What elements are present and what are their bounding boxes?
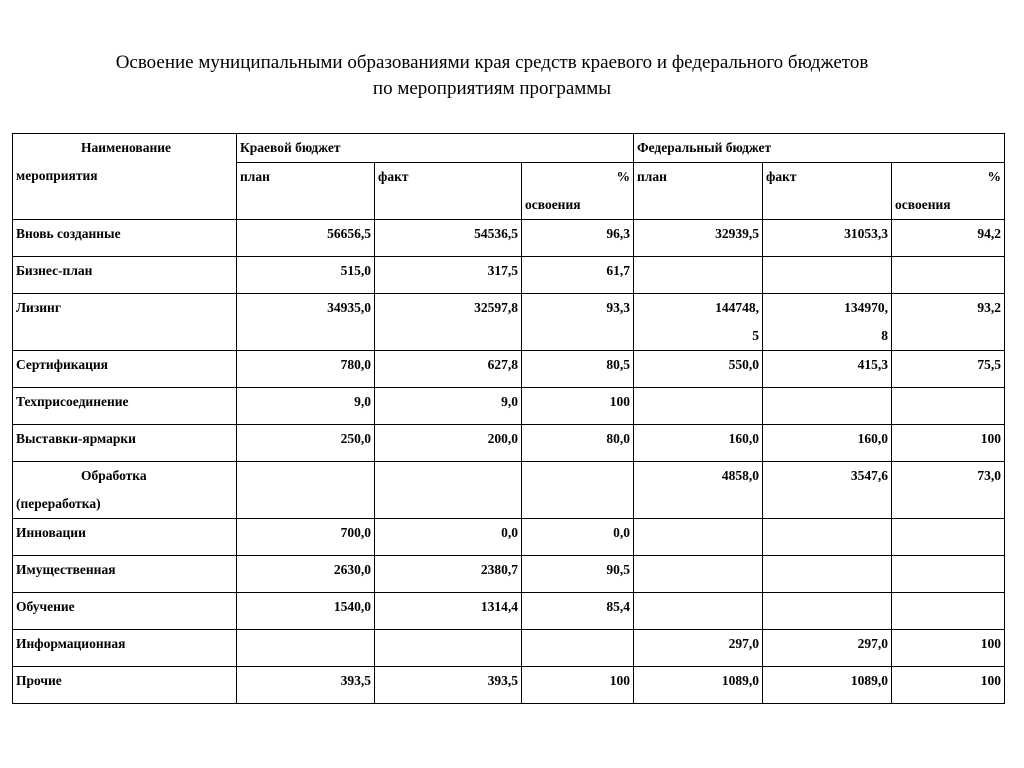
- regional-percent-value: 96,3: [522, 220, 634, 257]
- table-row: [13, 425, 1005, 462]
- federal-plan-value: [634, 556, 763, 593]
- header-name-line-1: Наименование: [81, 140, 171, 155]
- federal-percent-value: 100: [892, 425, 1005, 462]
- federal-plan-value-part-2: 5: [752, 328, 760, 343]
- regional-percent-value: 80,5: [522, 351, 634, 388]
- federal-percent-value: [892, 388, 1005, 425]
- federal-fact-value-part-2: 8: [881, 328, 889, 343]
- header-name-cell: [13, 134, 237, 220]
- regional-fact-value: 627,8: [375, 351, 522, 388]
- title-line-2: по мероприятиям программы: [372, 78, 612, 99]
- federal-percent-value: 100: [892, 630, 1005, 667]
- federal-percent-value: 93,2: [892, 294, 1005, 351]
- header-regional-percent-sign: %: [616, 169, 631, 184]
- table-row: [13, 519, 1005, 556]
- federal-plan-value: 550,0: [634, 351, 763, 388]
- row-name-line-1: Обработка: [81, 468, 147, 483]
- header-federal-percent: [892, 163, 1005, 220]
- regional-fact-value: 393,5: [375, 667, 522, 704]
- federal-plan-value: 32939,5: [634, 220, 763, 257]
- regional-fact-value: 54536,5: [375, 220, 522, 257]
- federal-percent-value: 73,0: [892, 462, 1005, 519]
- federal-fact-value: [763, 556, 892, 593]
- federal-percent-value: [892, 519, 1005, 556]
- regional-plan-value: 9,0: [237, 388, 375, 425]
- title-line-1: Освоение муниципальными образованиями края средств краевого и федерального бюджетов: [115, 52, 869, 73]
- table-row: [13, 220, 1005, 257]
- row-name-line-2: (переработка): [16, 496, 101, 511]
- table-row: [13, 294, 1005, 351]
- header-federal-budget: Федеральный бюджет: [634, 134, 1005, 163]
- regional-plan-value: 780,0: [237, 351, 375, 388]
- federal-percent-value: 75,5: [892, 351, 1005, 388]
- header-regional-percent: [522, 163, 634, 220]
- regional-fact-value: 9,0: [375, 388, 522, 425]
- regional-fact-value: 32597,8: [375, 294, 522, 351]
- federal-fact-value: 1089,0: [763, 667, 892, 704]
- federal-fact-value: 160,0: [763, 425, 892, 462]
- regional-fact-value: [375, 630, 522, 667]
- federal-plan-value: [634, 519, 763, 556]
- header-regional-plan: план: [237, 163, 375, 220]
- regional-fact-value: 2380,7: [375, 556, 522, 593]
- row-name: Вновь созданные: [13, 220, 237, 257]
- regional-plan-value: 34935,0: [237, 294, 375, 351]
- row-name: Сертификация: [13, 351, 237, 388]
- header-row-1: [13, 134, 1005, 163]
- regional-plan-value: [237, 630, 375, 667]
- regional-percent-value: 90,5: [522, 556, 634, 593]
- federal-fact-value: [763, 388, 892, 425]
- regional-percent-value: [522, 462, 634, 519]
- regional-plan-value: [237, 462, 375, 519]
- header-regional-budget: Краевой бюджет: [237, 134, 634, 163]
- federal-plan-value: [634, 388, 763, 425]
- federal-plan-value: 160,0: [634, 425, 763, 462]
- header-regional-percent-word: освоения: [525, 197, 581, 212]
- federal-fact-value: 415,3: [763, 351, 892, 388]
- header-name-line-2: мероприятия: [16, 168, 98, 183]
- regional-percent-value: 0,0: [522, 519, 634, 556]
- row-name: Информационная: [13, 630, 237, 667]
- row-name: Бизнес-план: [13, 257, 237, 294]
- row-name: Лизинг: [13, 294, 237, 351]
- regional-plan-value: 1540,0: [237, 593, 375, 630]
- table-row: [13, 462, 1005, 519]
- federal-percent-value: 94,2: [892, 220, 1005, 257]
- federal-fact-value-part-1: 134970,: [844, 300, 889, 315]
- regional-fact-value: 0,0: [375, 519, 522, 556]
- federal-percent-value: [892, 556, 1005, 593]
- row-name: Техприсоединение: [13, 388, 237, 425]
- regional-plan-value: 393,5: [237, 667, 375, 704]
- header-federal-percent-sign: %: [987, 169, 1002, 184]
- row-name: Инновации: [13, 519, 237, 556]
- table-row: [13, 257, 1005, 294]
- regional-fact-value: 317,5: [375, 257, 522, 294]
- row-name: Прочие: [13, 667, 237, 704]
- regional-plan-value: 515,0: [237, 257, 375, 294]
- federal-plan-value: [634, 593, 763, 630]
- federal-percent-value: [892, 593, 1005, 630]
- table-row: [13, 556, 1005, 593]
- regional-fact-value: [375, 462, 522, 519]
- row-name: Выставки-ярмарки: [13, 425, 237, 462]
- federal-fact-value: 31053,3: [763, 220, 892, 257]
- regional-plan-value: 56656,5: [237, 220, 375, 257]
- federal-plan-value: [634, 257, 763, 294]
- row-name: Имущественная: [13, 556, 237, 593]
- regional-percent-value: 80,0: [522, 425, 634, 462]
- federal-plan-value-part-1: 144748,: [715, 300, 760, 315]
- federal-fact-value: [763, 294, 892, 351]
- regional-plan-value: 2630,0: [237, 556, 375, 593]
- federal-fact-value: 3547,6: [763, 462, 892, 519]
- regional-plan-value: 700,0: [237, 519, 375, 556]
- federal-plan-value: [634, 294, 763, 351]
- header-regional-fact: факт: [375, 163, 522, 220]
- regional-percent-value: 100: [522, 667, 634, 704]
- federal-plan-value: 4858,0: [634, 462, 763, 519]
- document-title: [0, 50, 984, 102]
- federal-fact-value: [763, 593, 892, 630]
- federal-percent-value: [892, 257, 1005, 294]
- table-row: [13, 630, 1005, 667]
- federal-fact-value: [763, 257, 892, 294]
- row-name: [13, 462, 237, 519]
- row-name: Обучение: [13, 593, 237, 630]
- federal-fact-value: 297,0: [763, 630, 892, 667]
- table-row: [13, 351, 1005, 388]
- federal-plan-value: 297,0: [634, 630, 763, 667]
- header-federal-plan: план: [634, 163, 763, 220]
- regional-percent-value: 100: [522, 388, 634, 425]
- regional-percent-value: [522, 630, 634, 667]
- federal-fact-value: [763, 519, 892, 556]
- regional-plan-value: 250,0: [237, 425, 375, 462]
- header-federal-percent-word: освоения: [895, 197, 951, 212]
- table-row: [13, 667, 1005, 704]
- regional-fact-value: 1314,4: [375, 593, 522, 630]
- regional-fact-value: 200,0: [375, 425, 522, 462]
- federal-plan-value: 1089,0: [634, 667, 763, 704]
- federal-percent-value: 100: [892, 667, 1005, 704]
- regional-percent-value: 61,7: [522, 257, 634, 294]
- header-federal-fact: факт: [763, 163, 892, 220]
- regional-percent-value: 93,3: [522, 294, 634, 351]
- table-row: [13, 593, 1005, 630]
- budget-table: [12, 133, 1005, 704]
- table-row: [13, 388, 1005, 425]
- regional-percent-value: 85,4: [522, 593, 634, 630]
